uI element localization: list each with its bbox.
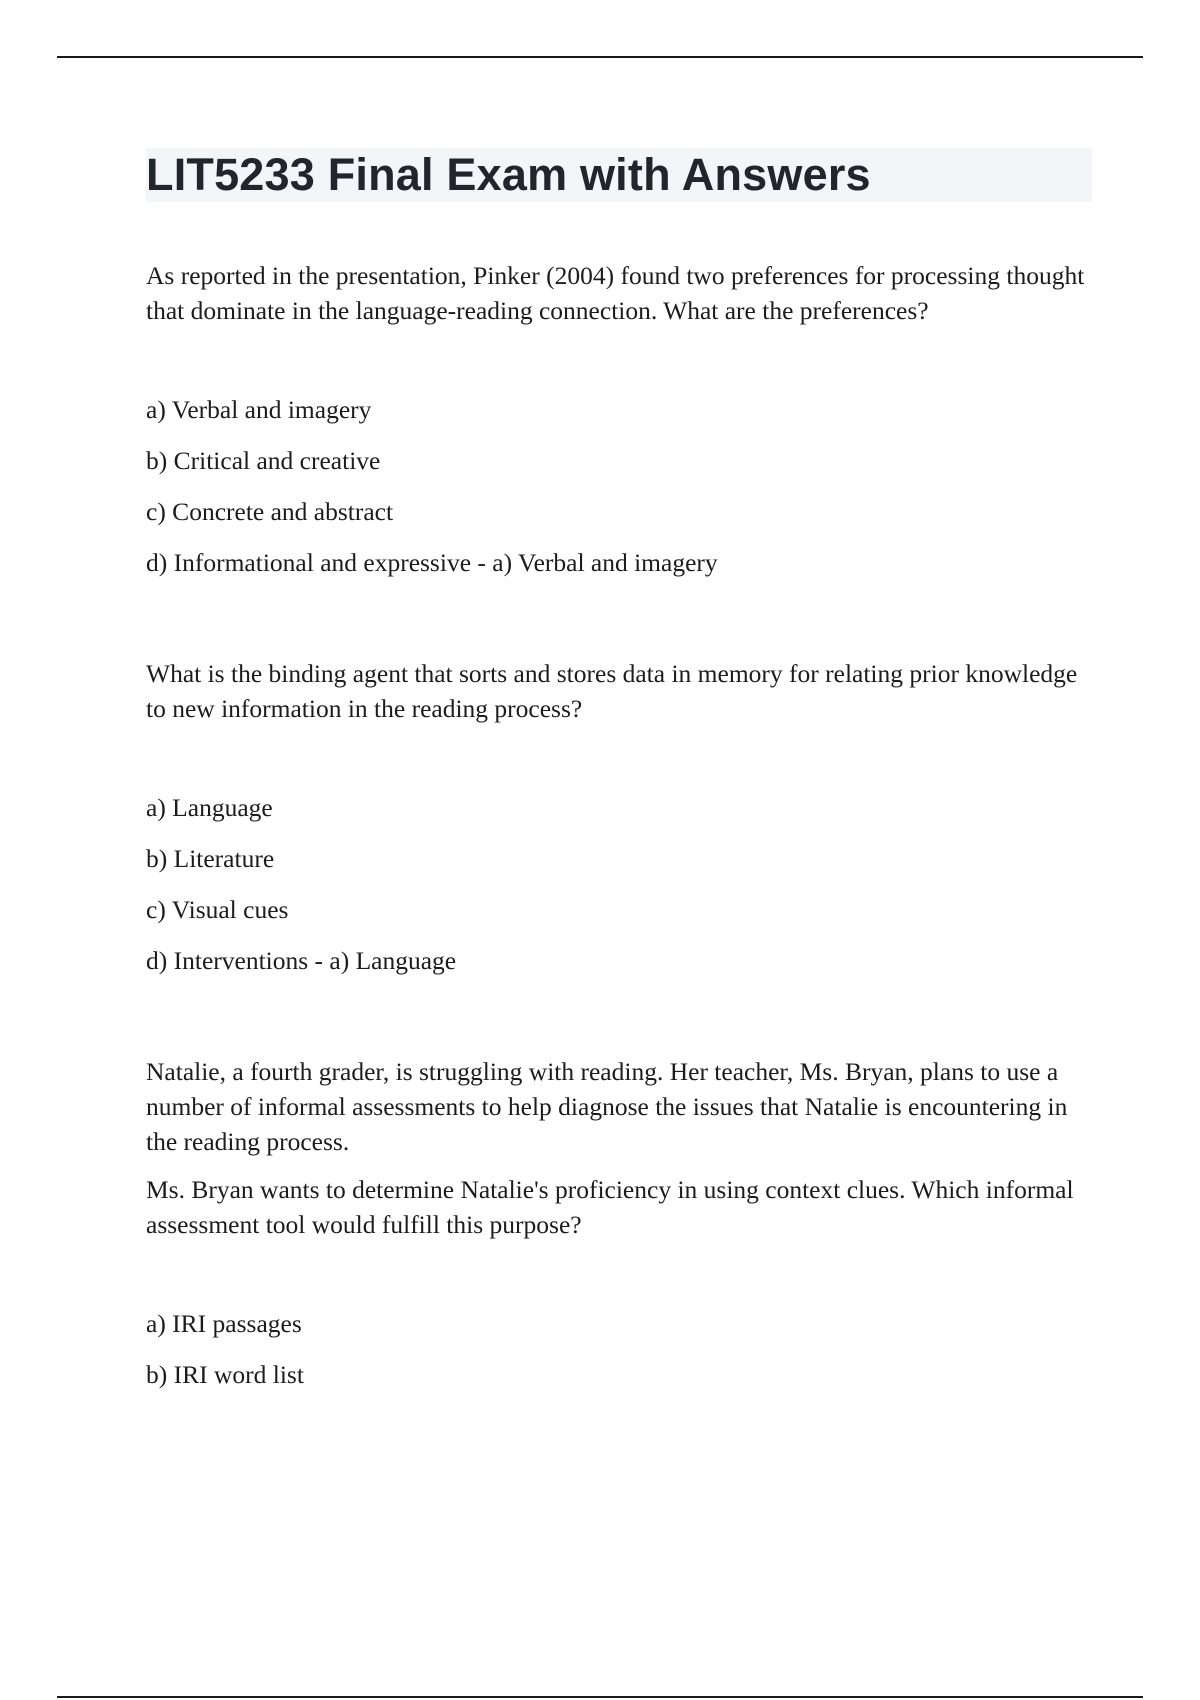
question-3-text: Ms. Bryan wants to determine Natalie's proficiency in using context clues. Which informal assessment tool would fulfill this purpose? [146,1175,1074,1239]
answer-option: b) Critical and creative [146,446,381,475]
question-3-scenario: Natalie, a fourth grader, is struggling with reading. Her teacher, Ms. Bryan, plans to use a number of informal assessments to help diagnose the issues that Natalie is encountering in the reading process. [146,1057,1068,1156]
answer-option: b) Literature [146,844,275,873]
question-2-text: What is the binding agent that sorts and stores data in memory for relating prior knowledge to new information in the reading process? [146,659,1078,723]
answer-option: a) Verbal and imagery [146,395,372,424]
question-1-text: As reported in the presentation, Pinker (2004) found two preferences for processing thought that dominate in the language-reading connection. What are the preferences? [146,261,1085,325]
answer-option: d) Interventions - a) Language [146,946,457,975]
question-1-options [146,392,1094,580]
bottom-divider [57,1696,1143,1698]
answer-option: b) IRI word list [146,1360,304,1389]
top-divider [57,56,1143,58]
question-3-options [146,1306,1094,1392]
title-banner [146,148,1092,202]
answer-option: c) Concrete and abstract [146,497,394,526]
answer-option: c) Visual cues [146,895,289,924]
answer-option: a) Language [146,793,273,822]
question-2-options [146,790,1094,978]
page-title: LIT5233 Final Exam with Answers [146,149,871,200]
document-body [146,148,1094,1408]
answer-option: d) Informational and expressive - a) Verbal and imagery [146,548,718,577]
answer-option: a) IRI passages [146,1309,302,1338]
